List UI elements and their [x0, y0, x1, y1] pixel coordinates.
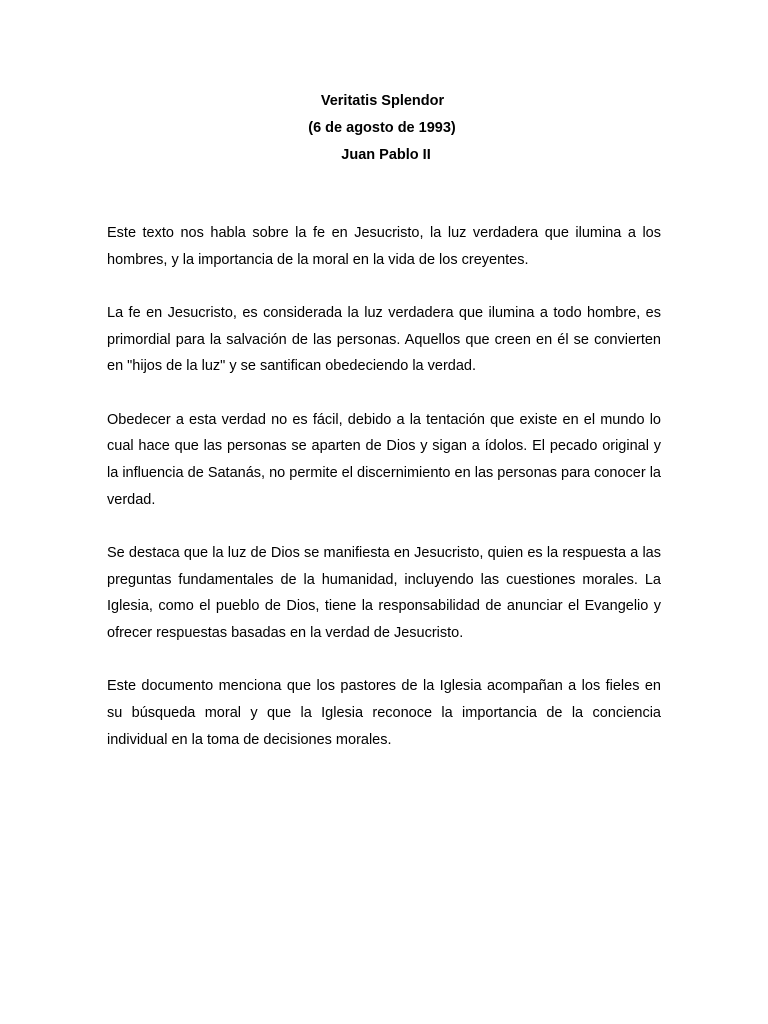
document-header	[0, 88, 768, 169]
document-title: Veritatis Splendor	[320, 93, 445, 109]
document-body	[107, 220, 661, 780]
document-author: Juan Pablo II	[341, 147, 431, 163]
paragraph-2: La fe en Jesucristo, es considerada la luz verdadera que ilumina a todo hombre, es primordial para la salvación de las personas. Aquellos que creen en él se convierten en "hijos de la luz" y se santifican obedeciendo la verdad.	[107, 304, 661, 375]
paragraph-3: Obedecer a esta verdad no es fácil, debido a la tentación que existe en el mundo lo cual hace que las personas se aparten de Dios y sigan a ídolos. El pecado original y la influencia de Satanás, no permite el discernimiento en las personas para conocer la verdad.	[107, 411, 661, 508]
paragraph-4: Se destaca que la luz de Dios se manifiesta en Jesucristo, quien es la respuesta a las preguntas fundamentales de la humanidad, incluyendo las cuestiones morales. La Iglesia, como el pueblo de Dios, tiene la responsabilidad de anunciar el Evangelio y ofrecer respuestas basadas en la verdad de Jesucristo.	[107, 544, 661, 641]
document-date: (6 de agosto de 1993)	[308, 120, 456, 136]
paragraph-5: Este documento menciona que los pastores de la Iglesia acompañan a los fieles en su búsqueda moral y que la Iglesia reconoce la importancia de la conciencia individual en la toma de decisiones morales.	[107, 678, 661, 748]
paragraph-1: Este texto nos habla sobre la fe en Jesucristo, la luz verdadera que ilumina a los hombres, y la importancia de la moral en la vida de los creyentes.	[107, 225, 661, 268]
